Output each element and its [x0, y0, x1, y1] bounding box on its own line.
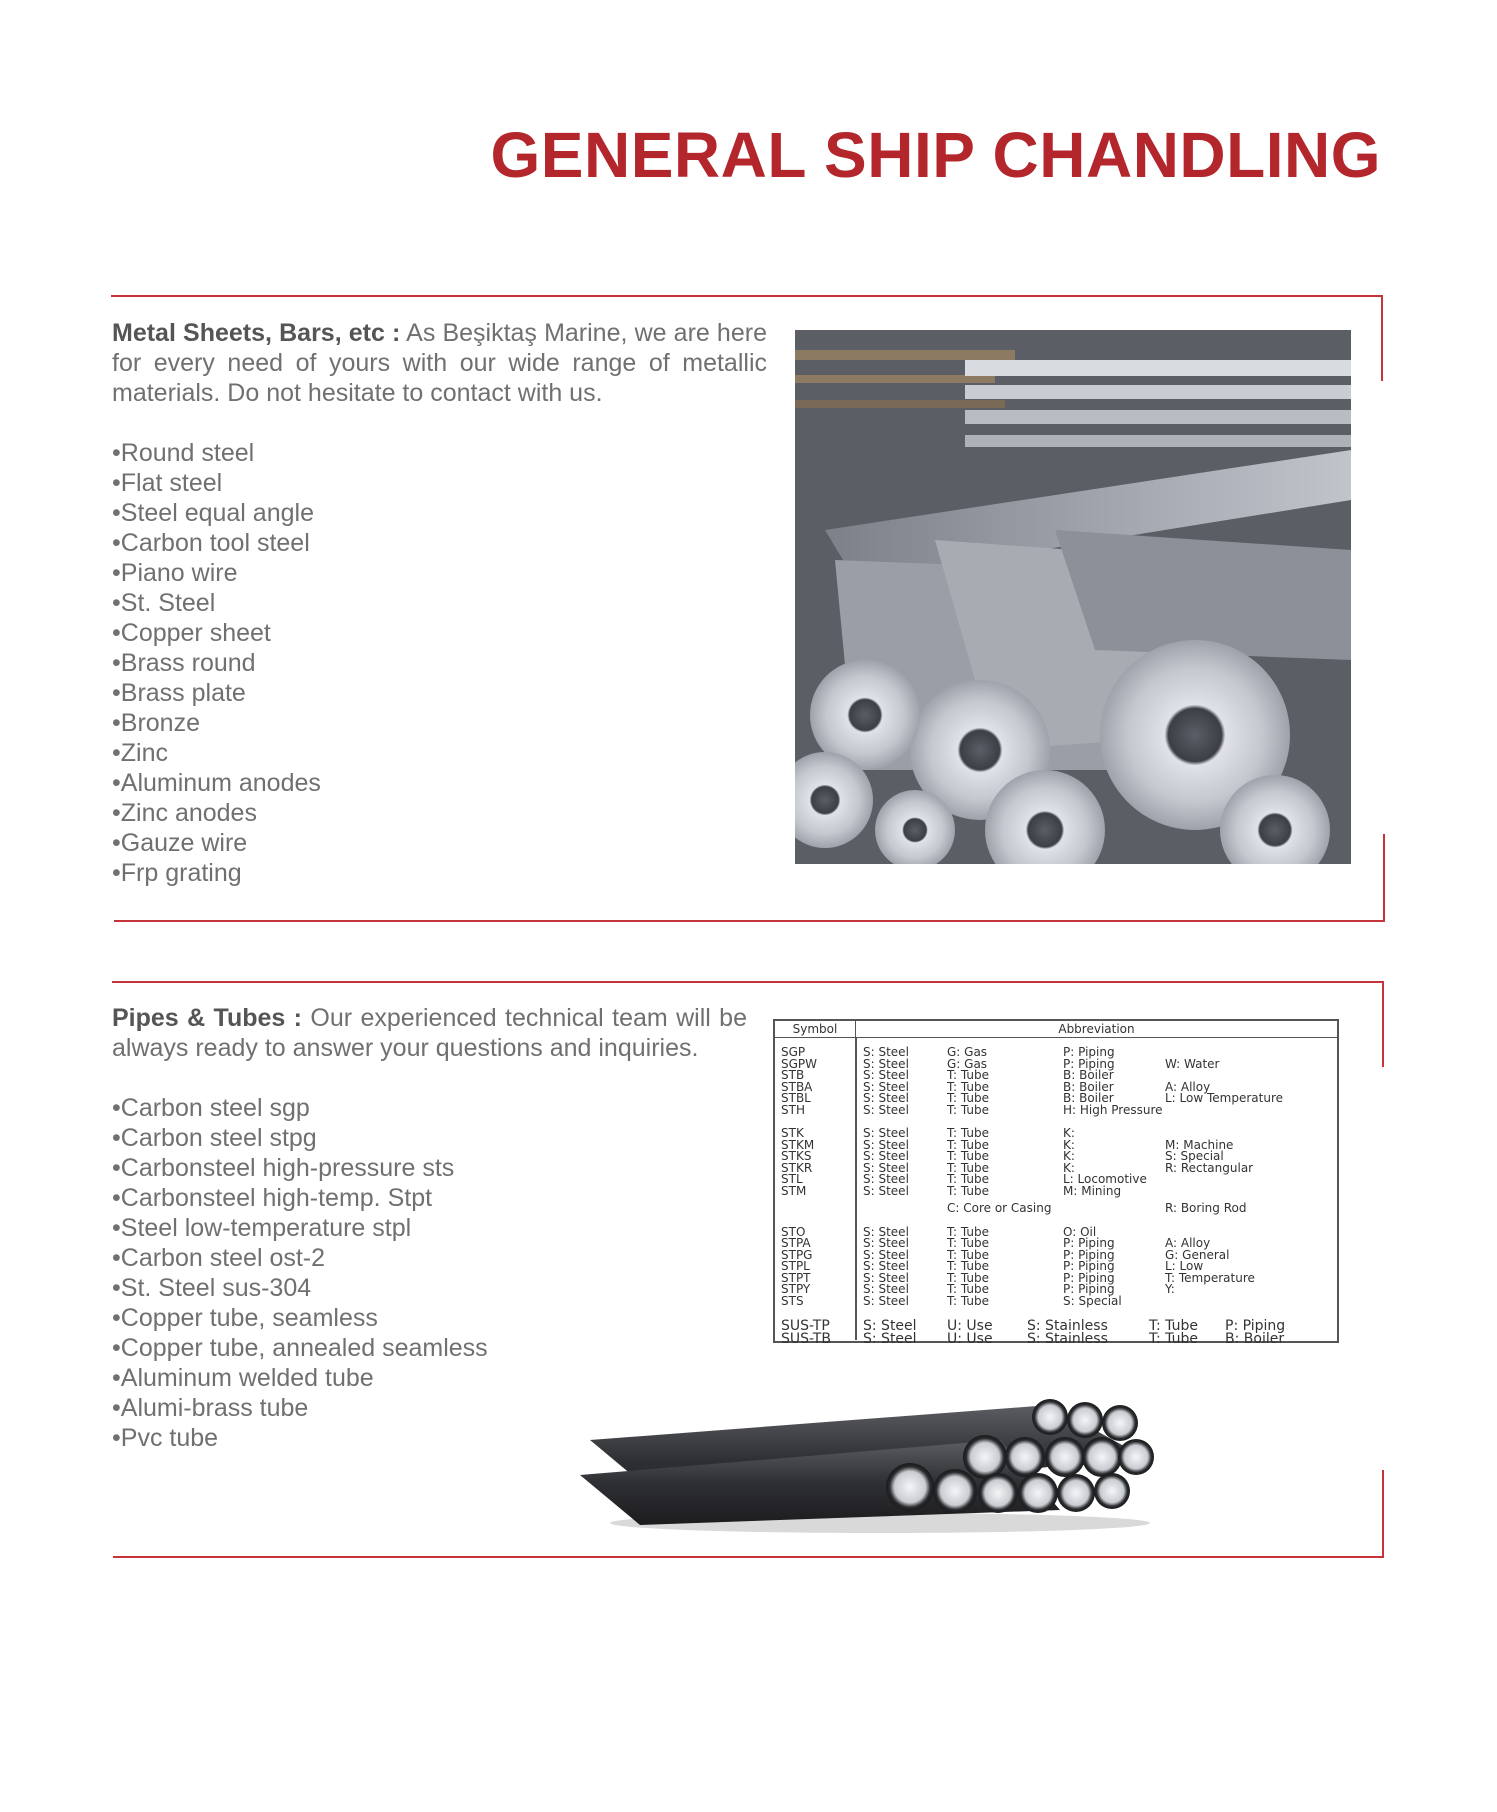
table-cell: S: Steel	[863, 1045, 909, 1059]
list-item: • Flat steel	[112, 468, 767, 498]
list-item: • Carbonsteel high-temp. Stpt	[112, 1183, 747, 1213]
table-cell: S: Steel	[863, 1091, 909, 1105]
table-cell: STPA	[781, 1236, 811, 1250]
list-item: • Alumi-brass tube	[112, 1393, 747, 1423]
table-cell: T: Tube	[947, 1068, 989, 1082]
table-cell: STPT	[781, 1270, 811, 1285]
table-cell: U: Use	[947, 1331, 993, 1347]
pipe-symbol-table	[773, 1019, 1339, 1347]
section2-bottom-rule	[113, 1556, 1383, 1558]
table-cell: S: Steel	[863, 1259, 909, 1273]
table-cell: STPG	[781, 1247, 813, 1262]
table-cell: STPY	[781, 1282, 811, 1296]
list-item: • Carbon steel ost-2	[112, 1243, 747, 1273]
table-cell: T: Tube	[947, 1137, 989, 1152]
table-cell: SUS-TP	[781, 1318, 830, 1334]
table-cell: S: Steel	[863, 1293, 909, 1308]
section1-intro	[112, 318, 767, 408]
table-cell: S: Steel	[863, 1068, 909, 1082]
table-cell: G: Gas	[947, 1056, 988, 1071]
table-cell: P: Piping	[1063, 1056, 1115, 1071]
table-cell: S: Steel	[863, 1247, 909, 1262]
table-cell: A: Alloy	[1165, 1079, 1211, 1094]
table-cell: T: Tube	[947, 1183, 989, 1198]
list-item: • St. Steel sus-304	[112, 1273, 747, 1303]
table-cell: T: Tube	[947, 1259, 989, 1273]
table-cell: W: Water	[1165, 1056, 1220, 1071]
list-item: • Zinc	[112, 738, 767, 768]
list-item: • Bronze	[112, 708, 767, 738]
metal-stock-photo	[795, 330, 1351, 864]
table-cell: T: Tube	[947, 1224, 989, 1239]
table-cell: S: Steel	[863, 1102, 909, 1117]
table-cell: STM	[781, 1183, 807, 1198]
table-cell: S: Stainless	[1027, 1318, 1108, 1334]
table-cell: SGPW	[781, 1056, 818, 1071]
table-cell: T: Tube	[947, 1236, 989, 1250]
list-item: • Carbonsteel high-pressure sts	[112, 1153, 747, 1183]
table-cell: Y:	[1165, 1282, 1175, 1296]
table-cell: A: Alloy	[1165, 1236, 1211, 1250]
table-cell: S: Steel	[863, 1236, 909, 1250]
table-cell: S: Stainless	[1027, 1331, 1108, 1347]
list-item: • Aluminum welded tube	[112, 1363, 747, 1393]
table-cell: G: Gas	[947, 1045, 988, 1059]
table-cell: S: Steel	[863, 1282, 909, 1296]
table-cell: L: Low Temperature	[1165, 1091, 1284, 1105]
table-cell: T: Tube	[947, 1293, 989, 1308]
list-item: • Carbon steel stpg	[112, 1123, 747, 1153]
list-item: • Brass round	[112, 648, 767, 678]
table-cell: STO	[781, 1224, 806, 1239]
table-cell: STPL	[781, 1259, 810, 1273]
table-cell: T: Tube	[947, 1126, 989, 1140]
table-cell: P: Piping	[1063, 1282, 1115, 1296]
table-cell: S: Steel	[863, 1160, 909, 1175]
section2-right-rule-upper	[1382, 981, 1384, 1067]
section1-bottom-rule	[114, 920, 1384, 922]
table-cell: P: Piping	[1225, 1318, 1286, 1334]
table-cell: B: Boiler	[1063, 1068, 1114, 1082]
list-item: • Round steel	[112, 438, 767, 468]
table-cell: K:	[1063, 1137, 1075, 1152]
section2-text	[112, 1003, 747, 1453]
section2-right-rule-lower	[1382, 1470, 1384, 1558]
list-item: • Brass plate	[112, 678, 767, 708]
table-cell: K:	[1063, 1149, 1075, 1163]
table-cell: S: Special	[1063, 1293, 1122, 1308]
table-cell: SUS-TB	[781, 1331, 831, 1347]
steel-pipes-photo	[580, 1395, 1160, 1540]
header-symbol: Symbol	[775, 1021, 856, 1037]
table-cell: C: Core or Casing	[947, 1201, 1052, 1215]
table-cell: O: Oil	[1063, 1224, 1097, 1239]
table-cell: L: Locomotive	[1063, 1172, 1147, 1186]
table-cell: STBL	[781, 1091, 811, 1105]
list-item: • Aluminum anodes	[112, 768, 767, 798]
table-cell: S: Steel	[863, 1126, 909, 1140]
table-cell: M: Mining	[1063, 1183, 1122, 1198]
section1-right-rule-upper	[1381, 295, 1383, 381]
section1-right-rule-lower	[1383, 834, 1385, 922]
list-item: • Carbon tool steel	[112, 528, 767, 558]
table-cell: H: High Pressure	[1063, 1102, 1163, 1117]
table-cell: STKM	[781, 1137, 815, 1152]
table-cell: T: Temperature	[1165, 1270, 1255, 1285]
table-cell: S: Steel	[863, 1318, 917, 1334]
list-item: • Zinc anodes	[112, 798, 767, 828]
table-cell: P: Piping	[1063, 1045, 1115, 1059]
list-item: • Piano wire	[112, 558, 767, 588]
table-cell: P: Piping	[1063, 1270, 1115, 1285]
list-item: • Copper sheet	[112, 618, 767, 648]
table-cell: S: Steel	[863, 1270, 909, 1285]
list-item: • Steel low-temperature stpl	[112, 1213, 747, 1243]
list-item: • St. Steel	[112, 588, 767, 618]
table-header	[775, 1021, 1337, 1038]
table-cell: P: Piping	[1063, 1236, 1115, 1250]
table-cell: STBA	[781, 1079, 813, 1094]
table-cell: B: Boiler	[1063, 1079, 1114, 1094]
list-item: • Gauze wire	[112, 828, 767, 858]
table-cell: STKR	[781, 1160, 813, 1175]
table-cell: STH	[781, 1102, 805, 1117]
table-cell: R: Rectangular	[1165, 1160, 1254, 1175]
table-cell: STKS	[781, 1149, 812, 1163]
table-cell: P: Piping	[1063, 1259, 1115, 1273]
table-cell: S: Steel	[863, 1079, 909, 1094]
section1-top-rule	[111, 295, 1381, 297]
section2-heading: Pipes & Tubes :	[112, 1004, 303, 1032]
table-cell: S: Steel	[863, 1224, 909, 1239]
table-column-divider	[855, 1038, 857, 1340]
list-item: • Copper tube, annealed seamless	[112, 1333, 747, 1363]
page-title: GENERAL SHIP CHANDLING	[490, 119, 1381, 191]
section2-intro-text: Our experienced technical team will be always ready to answer your questions and inquiries.	[112, 1004, 747, 1062]
table-cell: S: Steel	[863, 1149, 909, 1163]
table-cell: T: Tube	[947, 1102, 989, 1117]
table-cell: T: Tube	[947, 1079, 989, 1094]
section1-heading: Metal Sheets, Bars, etc :	[112, 319, 401, 347]
table-cell: P: Piping	[1063, 1247, 1115, 1262]
table-cell: T: Tube	[1149, 1331, 1198, 1347]
table-cell: S: Special	[1165, 1149, 1224, 1163]
table-cell: S: Steel	[863, 1172, 909, 1186]
list-item: • Steel equal angle	[112, 498, 767, 528]
table-cell: T: Tube	[947, 1247, 989, 1262]
table-cell: S: Steel	[863, 1056, 909, 1071]
table-cell: K:	[1063, 1126, 1075, 1140]
table-cell: STL	[781, 1172, 803, 1186]
list-item: • Copper tube, seamless	[112, 1303, 747, 1333]
list-item: • Pvc tube	[112, 1423, 747, 1453]
table-cell: T: Tube	[947, 1160, 989, 1175]
table-cell: S: Steel	[863, 1137, 909, 1152]
table-cell: G: General	[1165, 1247, 1230, 1262]
table-cell: STB	[781, 1068, 805, 1082]
table-cell: B: Boiler	[1063, 1091, 1114, 1105]
metal-items-list	[112, 438, 767, 888]
table-cell: M: Machine	[1165, 1137, 1234, 1152]
table-cell: STK	[781, 1126, 804, 1140]
section1-intro-text: As Beşiktaş Marine, we are here for every need of yours with our wide range of metallic materials. Do not hesitate to contact with us.	[112, 319, 767, 407]
table-cell: S: Steel	[863, 1183, 909, 1198]
table-cell: K:	[1063, 1160, 1075, 1175]
table-cell: U: Use	[947, 1318, 993, 1334]
table-cell: T: Tube	[947, 1282, 989, 1296]
table-cell: T: Tube	[947, 1091, 989, 1105]
table-cell: T: Tube	[947, 1172, 989, 1186]
table-cell: L: Low	[1165, 1259, 1204, 1273]
table-cell: S: Steel	[863, 1331, 917, 1347]
table-cell: R: Boring Rod	[1165, 1201, 1247, 1215]
section2-top-rule	[112, 981, 1382, 983]
table-cell: STS	[781, 1293, 804, 1308]
table-cell: SGP	[781, 1045, 806, 1059]
table-cell: B: Boiler	[1225, 1331, 1285, 1347]
table-cell: T: Tube	[947, 1270, 989, 1285]
table-cell: T: Tube	[1149, 1318, 1198, 1334]
section2-intro	[112, 1003, 747, 1063]
table-cell: T: Tube	[947, 1149, 989, 1163]
list-item: • Frp grating	[112, 858, 767, 888]
section1-text	[112, 318, 767, 888]
header-abbreviation: Abbreviation	[1058, 1022, 1135, 1036]
list-item: • Carbon steel sgp	[112, 1093, 747, 1123]
